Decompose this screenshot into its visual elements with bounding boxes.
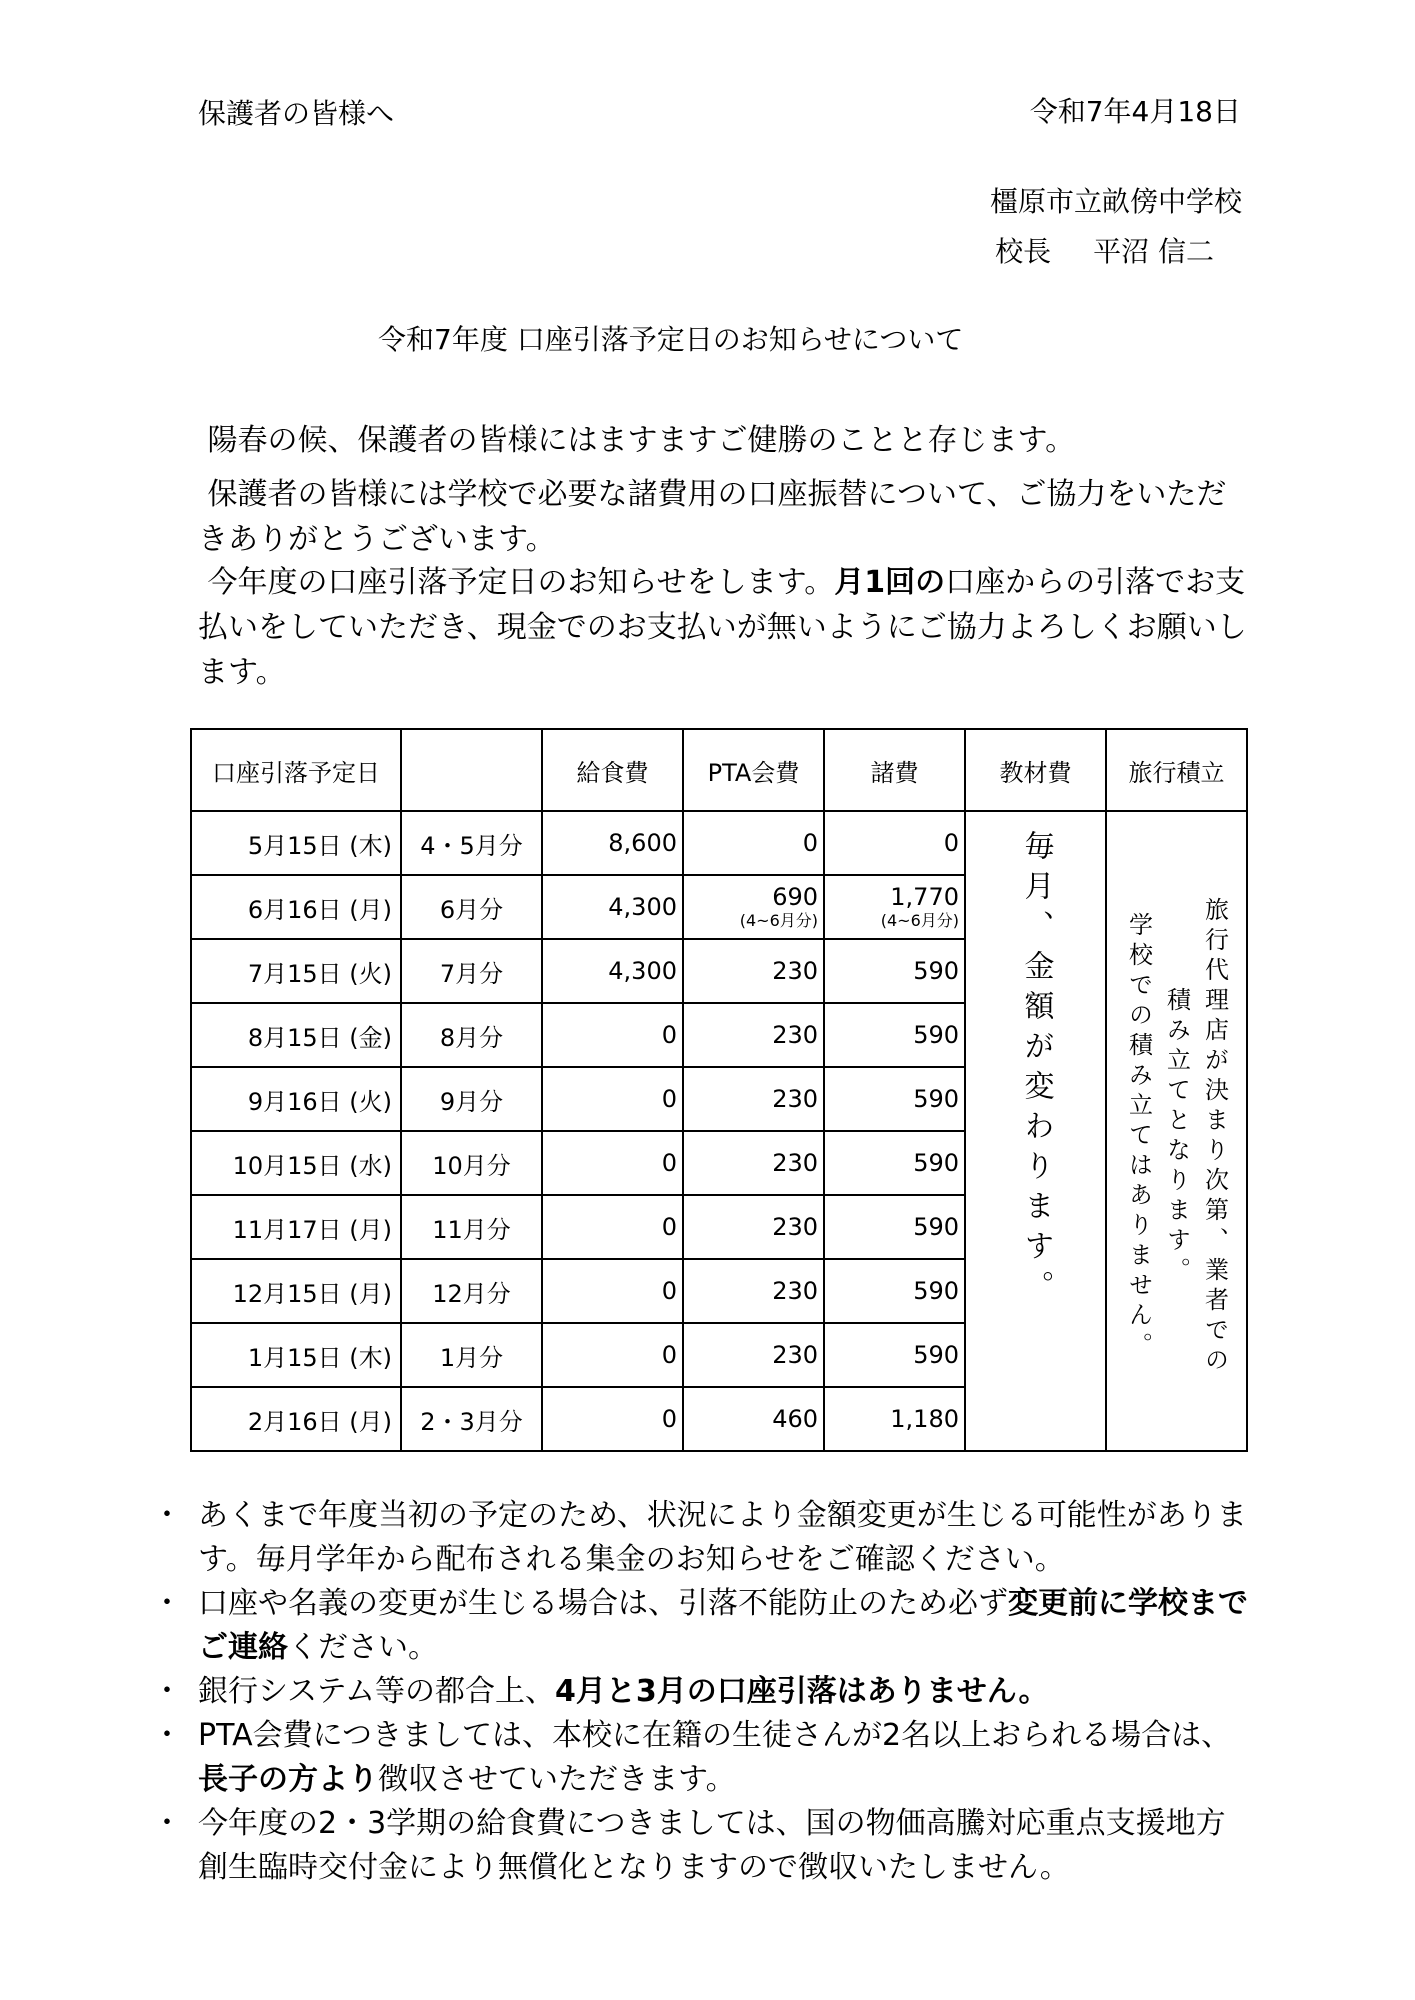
row-month: 10月分 bbox=[401, 1131, 542, 1195]
row-pta-note: (4~6月分) bbox=[739, 910, 818, 930]
header-pta: PTA会費 bbox=[683, 729, 824, 811]
row-month: 8月分 bbox=[401, 1003, 542, 1067]
row-month: 11月分 bbox=[401, 1195, 542, 1259]
issue-date: 令和7年4月18日 bbox=[1029, 95, 1241, 128]
note-text bbox=[198, 1582, 1252, 1670]
row-date: 10月15日 (水) bbox=[191, 1131, 401, 1195]
row-misc-value: 1,770 bbox=[890, 883, 959, 912]
row-date: 2月16日 (月) bbox=[191, 1387, 401, 1451]
table-header-row bbox=[191, 729, 1247, 811]
row-date: 9月16日 (火) bbox=[191, 1067, 401, 1131]
row-lunch: 0 bbox=[542, 1003, 683, 1067]
header-date: 口座引落予定日 bbox=[191, 729, 401, 811]
bullet-icon: ・ bbox=[152, 1718, 182, 1753]
schedule-text-c: 口座からの引落でお支払いをしていただき、現金でのお支払いが無いようにご協力よろしくお願いします。 bbox=[198, 565, 1247, 690]
note-text: 今年度の2・3学期の給食費につきましては、国の物価高騰対応重点支援地方創生臨時交付金により無償化となりますので徴収いたしません。 bbox=[198, 1806, 1226, 1885]
row-date: 12月15日 (月) bbox=[191, 1259, 401, 1323]
row-lunch: 0 bbox=[542, 1323, 683, 1387]
row-pta bbox=[683, 875, 824, 939]
note-text-c: ください。 bbox=[288, 1630, 438, 1665]
bullet-icon: ・ bbox=[152, 1674, 182, 1709]
row-pta: 230 bbox=[683, 1131, 824, 1195]
row-month: 4・5月分 bbox=[401, 811, 542, 875]
row-month: 12月分 bbox=[401, 1259, 542, 1323]
row-misc: 590 bbox=[824, 1003, 965, 1067]
row-date: 6月16日 (月) bbox=[191, 875, 401, 939]
bullet-icon: ・ bbox=[152, 1806, 182, 1841]
note-text-emphasis: 長子の方より bbox=[198, 1762, 378, 1797]
row-misc-note: (4~6月分) bbox=[880, 910, 959, 930]
row-date: 7月15日 (火) bbox=[191, 939, 401, 1003]
row-lunch: 4,300 bbox=[542, 875, 683, 939]
row-pta: 0 bbox=[683, 811, 824, 875]
note-item bbox=[152, 1802, 1252, 1890]
note-text-a: PTA会費につきましては、本校に在籍の生徒さんが2名以上おられる場合は、 bbox=[198, 1718, 1232, 1753]
row-month: 6月分 bbox=[401, 875, 542, 939]
row-misc: 590 bbox=[824, 1067, 965, 1131]
row-pta: 230 bbox=[683, 1067, 824, 1131]
note-text-a: 口座や名義の変更が生じる場合は、引落不能防止のため必ず bbox=[198, 1586, 1008, 1621]
note-item bbox=[152, 1582, 1252, 1670]
note-text-emphasis: 変更前に学校までご連絡 bbox=[198, 1586, 1248, 1665]
row-misc bbox=[824, 875, 965, 939]
row-pta: 230 bbox=[683, 1003, 824, 1067]
header-travel: 旅行積立 bbox=[1106, 729, 1247, 811]
row-misc: 590 bbox=[824, 939, 965, 1003]
school-name: 橿原市立畝傍中学校 bbox=[989, 185, 1242, 218]
row-date: 11月17日 (月) bbox=[191, 1195, 401, 1259]
note-text: あくまで年度当初の予定のため、状況により金額変更が生じる可能性があります。毎月学年から配布される集金のお知らせをご確認ください。 bbox=[198, 1498, 1247, 1577]
note-item bbox=[152, 1494, 1252, 1582]
row-lunch: 4,300 bbox=[542, 939, 683, 1003]
schedule-text-a: 今年度の口座引落予定日のお知らせをします。 bbox=[207, 565, 835, 600]
document-title: 令和7年度 口座引落予定日のお知らせについて bbox=[378, 323, 964, 356]
row-misc: 590 bbox=[824, 1259, 965, 1323]
note-text-emphasis: 4月と3月の口座引落はありません。 bbox=[555, 1674, 1049, 1709]
note-text-a: 銀行システム等の都合上、 bbox=[198, 1674, 555, 1709]
row-misc: 1,180 bbox=[824, 1387, 965, 1451]
header-lunch: 給食費 bbox=[542, 729, 683, 811]
row-month: 2・3月分 bbox=[401, 1387, 542, 1451]
travel-note-line-1: 旅行代理店が決まり次第、業者での bbox=[1200, 897, 1229, 1377]
row-pta: 230 bbox=[683, 1259, 824, 1323]
row-lunch: 0 bbox=[542, 1131, 683, 1195]
row-lunch: 8,600 bbox=[542, 811, 683, 875]
row-misc: 0 bbox=[824, 811, 965, 875]
row-misc: 590 bbox=[824, 1195, 965, 1259]
schedule-text-emphasis: 月1回の bbox=[834, 565, 946, 600]
schedule-paragraph bbox=[198, 560, 1248, 695]
table-row bbox=[191, 811, 1247, 875]
note-text bbox=[198, 1670, 1252, 1714]
recipient-line: 保護者の皆様へ bbox=[198, 97, 395, 130]
travel-note-cell bbox=[1106, 811, 1247, 1451]
row-misc: 590 bbox=[824, 1323, 965, 1387]
note-text-c: 徴収させていただきます。 bbox=[378, 1762, 736, 1797]
row-lunch: 0 bbox=[542, 1259, 683, 1323]
note-text bbox=[198, 1714, 1252, 1802]
row-misc: 590 bbox=[824, 1131, 965, 1195]
greeting-paragraph bbox=[198, 418, 1248, 463]
greeting-text: 陽春の候、保護者の皆様にはますますご健勝のことと存じます。 bbox=[207, 423, 1076, 458]
principal-line bbox=[995, 235, 1228, 268]
row-pta: 230 bbox=[683, 1323, 824, 1387]
row-pta: 230 bbox=[683, 939, 824, 1003]
header-materials: 教材費 bbox=[965, 729, 1106, 811]
row-lunch: 0 bbox=[542, 1387, 683, 1451]
row-month: 1月分 bbox=[401, 1323, 542, 1387]
row-date: 5月15日 (木) bbox=[191, 811, 401, 875]
fee-schedule-table bbox=[190, 728, 1248, 1452]
bullet-icon: ・ bbox=[152, 1586, 182, 1621]
row-pta: 230 bbox=[683, 1195, 824, 1259]
row-lunch: 0 bbox=[542, 1195, 683, 1259]
note-item bbox=[152, 1714, 1252, 1802]
materials-note-cell bbox=[965, 811, 1106, 1451]
header-misc: 諸費 bbox=[824, 729, 965, 811]
thanks-text: 保護者の皆様には学校で必要な諸費用の口座振替について、ご協力をいただきありがとうございます。 bbox=[198, 477, 1227, 557]
row-lunch: 0 bbox=[542, 1067, 683, 1131]
row-pta: 460 bbox=[683, 1387, 824, 1451]
note-item bbox=[152, 1670, 1252, 1714]
principal-title: 校長 bbox=[995, 235, 1052, 268]
row-month: 7月分 bbox=[401, 939, 542, 1003]
travel-note bbox=[1120, 812, 1234, 1422]
travel-note-line-2: 積み立てとなります。 bbox=[1162, 987, 1191, 1287]
row-date: 1月15日 (木) bbox=[191, 1323, 401, 1387]
row-date: 8月15日 (金) bbox=[191, 1003, 401, 1067]
principal-name: 平沼 信二 bbox=[1093, 235, 1214, 268]
bullet-icon: ・ bbox=[152, 1498, 182, 1533]
materials-note: 毎月、金額が変わります。 bbox=[1018, 830, 1054, 1310]
row-pta-value: 690 bbox=[772, 883, 818, 912]
thanks-paragraph bbox=[198, 472, 1248, 562]
header-month bbox=[401, 729, 542, 811]
travel-note-line-3: 学校での積み立てはありません。 bbox=[1124, 912, 1153, 1362]
row-month: 9月分 bbox=[401, 1067, 542, 1131]
